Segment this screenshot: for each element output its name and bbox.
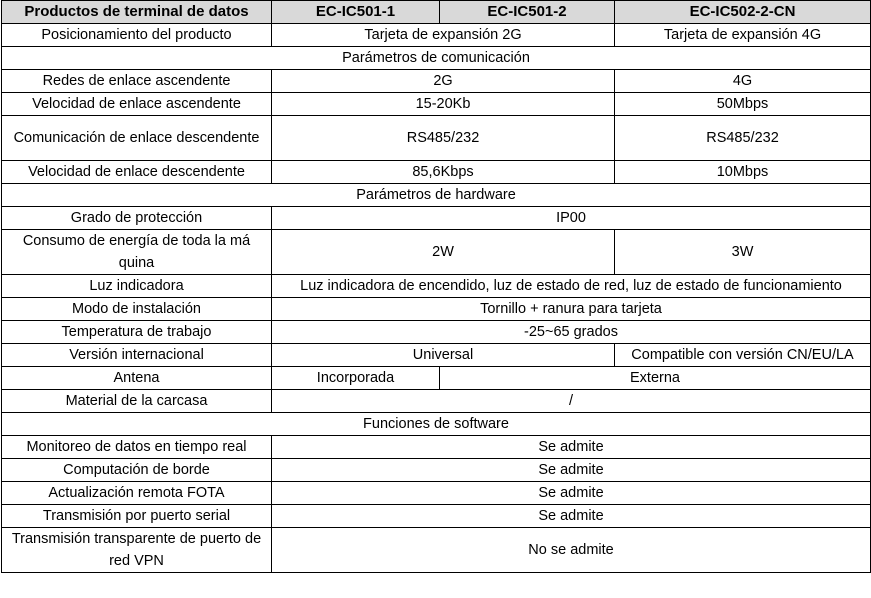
- table-row: [2, 482, 871, 505]
- table-row: [2, 390, 871, 413]
- row-label: Consumo de energía de toda la má quina: [2, 230, 272, 275]
- table-row: [2, 459, 871, 482]
- cell-value: Compatible con versión CN/EU/LA: [615, 344, 871, 367]
- table-row: [2, 321, 871, 344]
- table-row: [2, 70, 871, 93]
- cell-value: 2G: [272, 70, 615, 93]
- cell-value: RS485/232: [272, 116, 615, 161]
- row-label: Velocidad de enlace ascendente: [2, 93, 272, 116]
- row-label: Material de la carcasa: [2, 390, 272, 413]
- row-label: Velocidad de enlace descendente: [2, 161, 272, 184]
- row-label: Comunicación de enlace descendente: [2, 116, 272, 161]
- row-label: Temperatura de trabajo: [2, 321, 272, 344]
- table-row: [2, 436, 871, 459]
- cell-value: 15-20Kb: [272, 93, 615, 116]
- section-row: [2, 47, 871, 70]
- row-label: Transmisión por puerto serial: [2, 505, 272, 528]
- row-label: Grado de protección: [2, 207, 272, 230]
- row-label: Monitoreo de datos en tiempo real: [2, 436, 272, 459]
- table-row: [2, 344, 871, 367]
- cell-value: 3W: [615, 230, 871, 275]
- cell-value: Tornillo + ranura para tarjeta: [272, 298, 871, 321]
- cell-value: Se admite: [272, 505, 871, 528]
- cell-value: Se admite: [272, 436, 871, 459]
- section-communication: Parámetros de comunicación: [2, 47, 871, 70]
- table-row: [2, 24, 871, 47]
- row-label: Antena: [2, 367, 272, 390]
- cell-value: 50Mbps: [615, 93, 871, 116]
- row-label: Luz indicadora: [2, 275, 272, 298]
- row-label: Modo de instalación: [2, 298, 272, 321]
- cell-value: Tarjeta de expansión 4G: [615, 24, 871, 47]
- table-row: [2, 528, 871, 573]
- row-label: Computación de borde: [2, 459, 272, 482]
- cell-value: RS485/232: [615, 116, 871, 161]
- row-label: Transmisión transparente de puerto de red VPN: [2, 528, 272, 573]
- spec-table: [1, 0, 871, 573]
- table-row: [2, 116, 871, 161]
- section-row: [2, 184, 871, 207]
- row-label: Posicionamiento del producto: [2, 24, 272, 47]
- model-ec-ic502-2-cn: EC-IC502-2-CN: [615, 1, 871, 24]
- cell-value: Incorporada: [272, 367, 440, 390]
- table-row: [2, 207, 871, 230]
- cell-value: Externa: [440, 367, 871, 390]
- section-hardware: Parámetros de hardware: [2, 184, 871, 207]
- model-ec-ic501-1: EC-IC501-1: [272, 1, 440, 24]
- table-row: [2, 230, 871, 275]
- cell-value: Se admite: [272, 482, 871, 505]
- table-row: [2, 275, 871, 298]
- row-label: Actualización remota FOTA: [2, 482, 272, 505]
- cell-value: 85,6Kbps: [272, 161, 615, 184]
- cell-value: Luz indicadora de encendido, luz de estado de red, luz de estado de funcionamiento: [272, 275, 871, 298]
- table-row: [2, 161, 871, 184]
- model-ec-ic501-2: EC-IC501-2: [440, 1, 615, 24]
- cell-value: Tarjeta de expansión 2G: [272, 24, 615, 47]
- table-row: [2, 93, 871, 116]
- cell-value: 4G: [615, 70, 871, 93]
- cell-value: 10Mbps: [615, 161, 871, 184]
- table-row: [2, 505, 871, 528]
- cell-value: Universal: [272, 344, 615, 367]
- table-row: [2, 367, 871, 390]
- table-row: [2, 298, 871, 321]
- section-software: Funciones de software: [2, 413, 871, 436]
- row-label: Versión internacional: [2, 344, 272, 367]
- cell-value: 2W: [272, 230, 615, 275]
- cell-value: No se admite: [272, 528, 871, 573]
- section-row: [2, 413, 871, 436]
- cell-value: -25~65 grados: [272, 321, 871, 344]
- row-label: Redes de enlace ascendente: [2, 70, 272, 93]
- header-row: [2, 1, 871, 24]
- cell-value: IP00: [272, 207, 871, 230]
- header-label: Productos de terminal de datos: [2, 1, 272, 24]
- cell-value: Se admite: [272, 459, 871, 482]
- cell-value: /: [272, 390, 871, 413]
